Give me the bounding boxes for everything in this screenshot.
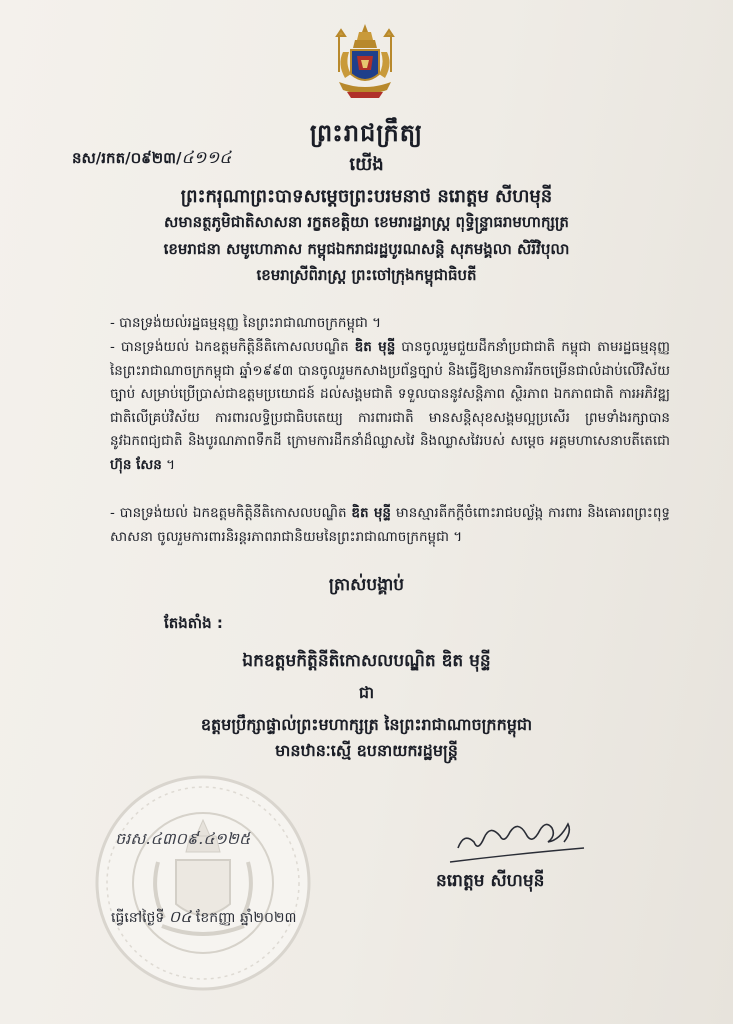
signer-name: នរោត្តម សីហមុនី (436, 871, 545, 891)
king-title-line3: ខេមរាជនា សមូហោភាស កម្ពុជឯករាជរដ្ឋបូរណសន្តិ សុភមង្គលា សិរីវិបុលា (163, 240, 570, 258)
consideration-2-body: បានចូលរួមជួយដឹកនាំប្រជាជាតិ កម្ពុជា តាមរដ្ឋធម្មនុញ្ញនៃព្រះរាជាណាចក្រកម្ពុជា ឆ្នាំ១៩៩៣ បានចូលរួមកសាងប្រព័ន្ធច្បាប់ និងធ្វើឱ្យមានការរីកចម្រើនជាលំដាប់លើវិស័យច្បាប់ សម្រាប់ប្រើប្រាស់ជាឧត្តមប្រយោជន៍ ដល់សង្គមជាតិ ទទួលបាននូវសន្តិភាព ស្ថិរភាព ឯកភាពជាតិ ការអភិវឌ្ឍជាតិលើគ្រប់វិស័យ ការពារលទ្ធិប្រជាធិបតេយ្យ ការពារជាតិ មានសន្តិសុខសង្គមល្អប្រសើរ ព្រមទាំងរក្សាបាន នូវឯកពជ្យជាតិ និងបូរណភាពទឹកដី ក្រោមការដឹកនាំដ៏ឈ្លាសវៃ និងឈ្លាសវៃរបស់ សម្តេច អគ្គមហាសេនាបតីតេជោ (110, 339, 670, 449)
royal-emblem-icon (327, 22, 403, 102)
appoint-label: តែងតាំង : (164, 614, 223, 632)
king-title-line2: សមានត្ថភូមិជាតិសាសនា រក្ខតខត្តិយា ខេមរារដ្ឋរាស្ត្រ ពុទ្ធិន្ទ្រាធរាមហាក្សត្រ (164, 213, 569, 231)
issue-date-day: ០៤ (168, 907, 192, 926)
registration-number: ចរស.៤៣០៩.៤១២៥ (115, 829, 251, 848)
consideration-3 (110, 502, 670, 549)
decree-heading: ត្រាស់បង្គាប់ (328, 575, 405, 595)
position-line2: មានឋានៈស្មើ ឧបនាយករដ្ឋមន្ត្រី (275, 741, 458, 760)
issue-date-rest: ខែកញ្ញា ឆ្នាំ២០២៣ (191, 910, 297, 926)
embossed-seal-icon (92, 772, 314, 994)
consideration-3-intro: - បានទ្រង់យល់ ឯកឧត្តមកិត្តិនីតិកោសលបណ្ឌិត (110, 505, 352, 521)
royal-signature-icon (444, 802, 594, 872)
issue-date (111, 906, 296, 930)
position-line1: ឧត្តមប្រឹក្សាផ្ទាល់ព្រះមហាក្សត្រ នៃព្រះរាជាណាចក្រកម្ពុជា (200, 715, 533, 734)
issue-date-prefix: ធ្វើនៅថ្ងៃទី (111, 910, 169, 926)
honoree-name: ឌិត មុន្ទី (354, 339, 396, 355)
document-title: ព្រះរាជក្រឹត្យ (309, 119, 424, 147)
preamble-we: យើង (349, 154, 384, 175)
consideration-3-body: មានស្មារតីកក្តីចំពោះរាជបល្ល័ង្ក ការពារ និងគោរពព្រះពុទ្ធសាសនា ចូលរួមការពារនិរន្តរភាពរាជានិយមនៃព្រះរាជាណាចក្រកម្ពុជា ។ (110, 505, 671, 545)
king-title-line1: ព្រះករុណាព្រះបាទសម្តេចព្រះបរមនាថ នរោត្តម សីហមុនី (180, 186, 553, 207)
consideration-2-intro: - បានទ្រង់យល់ ឯកឧត្តមកិត្តិនីតិកោសលបណ្ឌិត (110, 339, 355, 355)
consideration-1: - បានទ្រង់យល់រដ្ឋធម្មនុញ្ញ នៃព្រះរាជាណាចក្រកម្ពុជា ។ (110, 315, 382, 331)
king-title-line4: ខេមរាស្រីពិរាស្ត្រ ព្រះចៅក្រុងកម្ពុជាធិបតី (256, 266, 477, 284)
honoree-name-2: ឌិត មុន្ទី (351, 505, 391, 521)
prime-minister-name: ហ៊ុន សែន (110, 456, 162, 473)
as-word: ជា (358, 683, 375, 702)
reference-handwritten-number: ៤១១៤ (181, 148, 232, 168)
reference-prefix: នស/រកត/០៩២៣/ (72, 149, 182, 167)
consideration-2 (110, 336, 670, 477)
appointee-name: ឯកឧត្តមកិត្តិនីតិកោសលបណ្ឌិត ឌិត មុន្ទី (242, 651, 491, 671)
consideration-2-end: ។ (161, 456, 176, 473)
